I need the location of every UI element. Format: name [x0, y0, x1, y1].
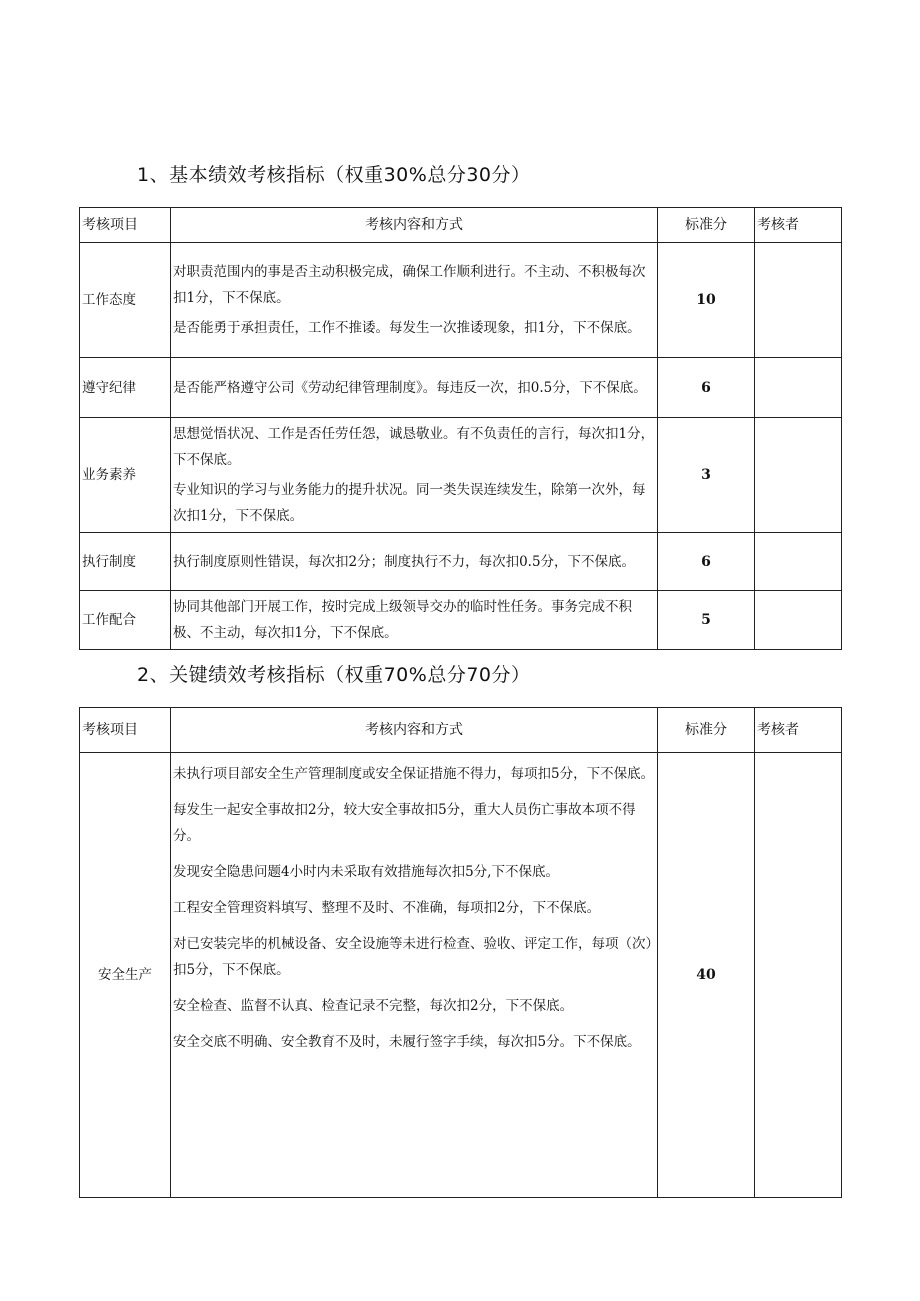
content-paragraph: 未执行项目部安全生产管理制度或安全保证措施不得力，每项扣5分，下不保底。 — [173, 766, 655, 782]
score-cell: 6 — [658, 358, 755, 418]
content-paragraph: 专业知识的学习与业务能力的提升状况。同一类失误连续发生，除第一次外，每次扣1分，下不保底。 — [173, 482, 646, 524]
score-cell: 5 — [658, 591, 755, 650]
item-cell: 工作配合 — [80, 591, 171, 650]
basic-kpi-table — [79, 207, 842, 650]
assessor-cell — [755, 243, 842, 358]
content-paragraph: 对已安装完毕的机械设备、安全设施等未进行检查、验收、评定工作，每项（次）扣5分，下不保底。 — [173, 936, 653, 978]
header-assessor: 考核者 — [755, 208, 842, 243]
item-cell: 执行制度 — [80, 533, 171, 591]
content-cell — [171, 753, 658, 1198]
table-row — [80, 753, 842, 1198]
content-cell — [171, 243, 658, 358]
assessor-cell — [755, 418, 842, 533]
content-paragraph: 工程安全管理资料填写、整理不及时、不准确，每项扣2分，下不保底。 — [173, 900, 601, 916]
content-cell — [171, 418, 658, 533]
assessor-cell — [755, 591, 842, 650]
content-paragraph: 安全交底不明确、安全教育不及时，未履行签字手续，每次扣5分。下不保底。 — [173, 1034, 641, 1050]
header-assessor: 考核者 — [755, 708, 842, 753]
assessor-cell — [755, 533, 842, 591]
item-cell: 遵守纪律 — [80, 358, 171, 418]
header-content: 考核内容和方式 — [171, 708, 658, 753]
header-item: 考核项目 — [80, 708, 171, 753]
header-content: 考核内容和方式 — [171, 208, 658, 243]
section2-heading: 2、关键绩效考核指标（权重70%总分70分） — [137, 664, 531, 686]
content-cell — [171, 591, 658, 650]
table-row — [80, 533, 842, 591]
content-paragraph: 对职责范围内的事是否主动积极完成，确保工作顺利进行。不主动、不积极每次扣1分，下不保底。 — [173, 264, 646, 306]
item-cell: 工作态度 — [80, 243, 171, 358]
content-paragraph: 是否能严格遵守公司《劳动纪律管理制度》。每违反一次，扣0.5分，下不保底。 — [173, 379, 647, 396]
content-cell — [171, 358, 658, 418]
score-cell: 6 — [658, 533, 755, 591]
content-paragraph: 每发生一起安全事故扣2分，较大安全事故扣5分，重大人员伤亡事故本项不得分。 — [173, 802, 636, 844]
content-cell — [171, 533, 658, 591]
table-row — [80, 591, 842, 650]
content-paragraph: 安全检查、监督不认真、检查记录不完整，每次扣2分，下不保底。 — [173, 998, 574, 1014]
content-paragraph: 思想觉悟状况、工作是否任劳任怨，诚恳敬业。有不负责任的言行，每次扣1分，下不保底。 — [173, 426, 655, 468]
table-header-row — [80, 208, 842, 243]
score-cell: 40 — [658, 753, 755, 1198]
table-header-row — [80, 708, 842, 753]
score-cell: 3 — [658, 418, 755, 533]
content-paragraph: 执行制度原则性错误，每次扣2分；制度执行不力，每次扣0.5分，下不保底。 — [173, 553, 636, 570]
table-row — [80, 243, 842, 358]
table-row — [80, 358, 842, 418]
header-item: 考核项目 — [80, 208, 171, 243]
content-paragraph: 发现安全隐患问题4小时内未采取有效措施每次扣5分,下不保底。 — [173, 864, 559, 880]
assessor-cell — [755, 358, 842, 418]
content-paragraph: 协同其他部门开展工作，按时完成上级领导交办的临时性任务。事务完成不积极、不主动，每次扣1分，下不保底。 — [173, 599, 632, 641]
item-cell: 安全生产 — [80, 753, 171, 1198]
table-row — [80, 418, 842, 533]
item-cell: 业务素养 — [80, 418, 171, 533]
key-kpi-table — [79, 707, 842, 1198]
content-paragraph: 是否能勇于承担责任，工作不推诿。每发生一次推诿现象，扣1分，下不保底。 — [173, 320, 641, 336]
section1-heading: 1、基本绩效考核指标（权重30%总分30分） — [137, 164, 531, 186]
header-score: 标准分 — [658, 208, 755, 243]
header-score: 标准分 — [658, 708, 755, 753]
score-cell: 10 — [658, 243, 755, 358]
assessor-cell — [755, 753, 842, 1198]
